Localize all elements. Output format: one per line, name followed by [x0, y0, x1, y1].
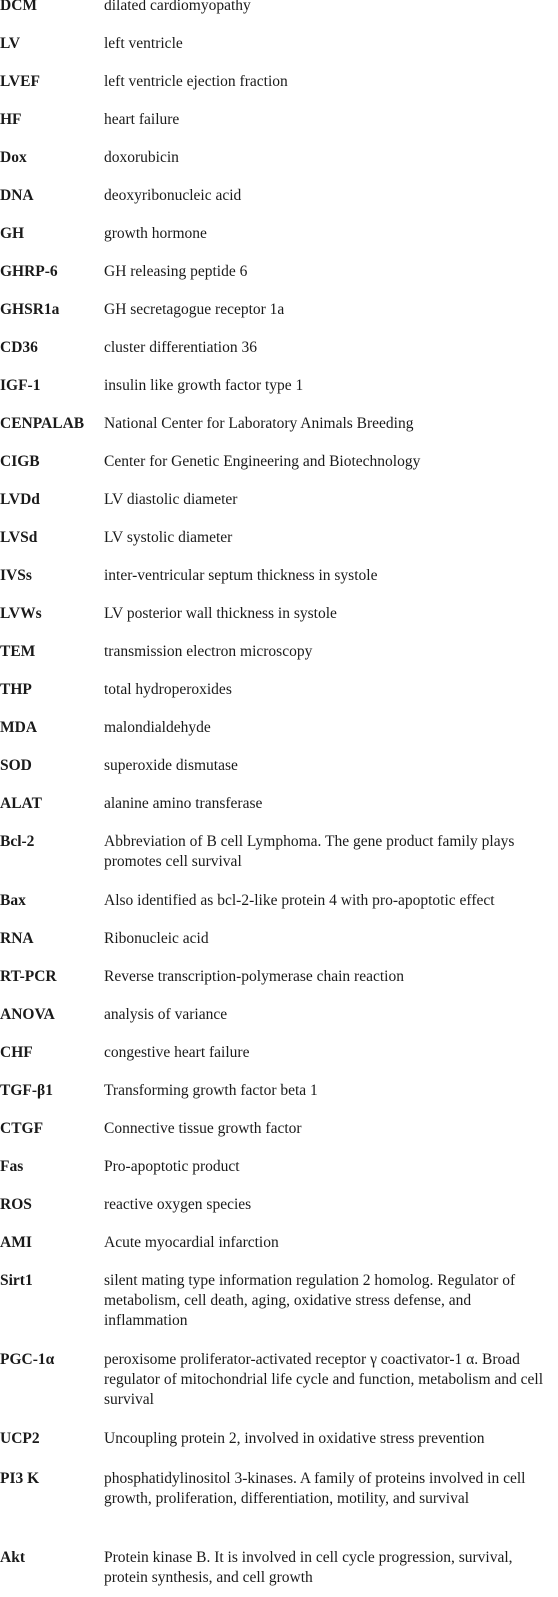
abbreviation-definition: inter-ventricular septum thickness in systole — [104, 567, 378, 584]
abbreviation-row — [0, 300, 552, 320]
abbreviation-row — [0, 224, 552, 244]
abbreviation-row — [0, 1429, 552, 1449]
abbreviation-definition: Also identified as bcl-2-like protein 4 with pro-apoptotic effect — [104, 892, 495, 909]
abbreviation-term: CD36 — [0, 339, 38, 356]
abbreviation-term: MDA — [0, 719, 38, 736]
abbreviation-term: PGC-1α — [0, 1351, 55, 1368]
abbreviation-definition: total hydroperoxides — [104, 681, 232, 698]
abbreviation-definition: transmission electron microscopy — [104, 643, 313, 660]
abbreviation-definition: left ventricle — [104, 35, 183, 52]
abbreviation-row — [0, 642, 552, 662]
abbreviation-definition: Abbreviation of B cell Lymphoma. The gene product family plays promotes cell survival — [104, 833, 515, 870]
abbreviation-row — [0, 929, 552, 949]
abbreviation-definition: Pro-apoptotic product — [104, 1158, 240, 1175]
abbreviation-row — [0, 604, 552, 624]
abbreviation-term: HF — [0, 111, 22, 128]
abbreviation-row — [0, 1005, 552, 1025]
abbreviation-term: Dox — [0, 149, 27, 166]
abbreviation-definition: Uncoupling protein 2, involved in oxidative stress prevention — [104, 1430, 485, 1447]
abbreviation-definition: doxorubicin — [104, 149, 179, 166]
abbreviation-term: ROS — [0, 1196, 32, 1213]
abbreviation-row — [0, 756, 552, 776]
abbreviation-definition: left ventricle ejection fraction — [104, 73, 288, 90]
abbreviation-definition: congestive heart failure — [104, 1044, 250, 1061]
abbreviation-row — [0, 338, 552, 358]
abbreviation-definition: malondialdehyde — [104, 719, 211, 736]
abbreviation-definition: alanine amino transferase — [104, 795, 263, 812]
abbreviation-row — [0, 1548, 552, 1588]
abbreviation-term: IGF-1 — [0, 377, 41, 394]
abbreviation-row — [0, 110, 552, 130]
abbreviation-term: LVEF — [0, 73, 40, 90]
abbreviation-definition: heart failure — [104, 111, 180, 128]
abbreviation-term: CIGB — [0, 453, 40, 470]
abbreviation-term: AMI — [0, 1234, 32, 1251]
abbreviation-definition: Ribonucleic acid — [104, 930, 209, 947]
abbreviation-row — [0, 490, 552, 510]
abbreviation-term: LVSd — [0, 529, 38, 546]
abbreviation-row — [0, 186, 552, 206]
abbreviation-definition: LV systolic diameter — [104, 529, 233, 546]
abbreviation-definition: insulin like growth factor type 1 — [104, 377, 304, 394]
abbreviation-definition: superoxide dismutase — [104, 757, 238, 774]
abbreviation-term: TGF-β1 — [0, 1082, 53, 1099]
abbreviation-term: LVWs — [0, 605, 42, 622]
abbreviation-term: TEM — [0, 643, 36, 660]
abbreviation-row — [0, 1043, 552, 1063]
abbreviation-definition: Center for Genetic Engineering and Biotechnology — [104, 453, 421, 470]
abbreviation-definition: phosphatidylinositol 3-kinases. A family of proteins involved in cell growth, proliferation, differentiation, motility, and survival — [104, 1470, 526, 1507]
abbreviation-term: GHRP-6 — [0, 263, 58, 280]
abbreviation-definition: dilated cardiomyopathy — [104, 0, 251, 14]
abbreviation-row — [0, 1081, 552, 1101]
abbreviation-row — [0, 718, 552, 738]
abbreviation-definition: growth hormone — [104, 225, 207, 242]
abbreviation-term: Bax — [0, 892, 26, 909]
abbreviation-row — [0, 452, 552, 472]
abbreviation-term: Akt — [0, 1549, 25, 1566]
abbreviation-row — [0, 1119, 552, 1139]
abbreviation-definition: Transforming growth factor beta 1 — [104, 1082, 318, 1099]
abbreviation-definition: National Center for Laboratory Animals Breeding — [104, 415, 414, 432]
abbreviation-row — [0, 1271, 552, 1331]
abbreviation-definition: analysis of variance — [104, 1006, 228, 1023]
abbreviation-row — [0, 891, 552, 911]
abbreviation-row — [0, 967, 552, 987]
abbreviation-row — [0, 794, 552, 814]
abbreviation-term: LV — [0, 35, 21, 52]
abbreviation-term: GH — [0, 225, 25, 242]
abbreviation-row — [0, 1157, 552, 1177]
abbreviation-term: CENPALAB — [0, 415, 85, 432]
abbreviation-definition: Acute myocardial infarction — [104, 1234, 279, 1251]
abbreviation-row — [0, 680, 552, 700]
abbreviation-row — [0, 262, 552, 282]
abbreviation-row — [0, 1350, 552, 1410]
abbreviation-term: PI3 K — [0, 1470, 40, 1487]
abbreviation-definition: GH releasing peptide 6 — [104, 263, 248, 280]
abbreviation-row — [0, 1469, 552, 1509]
abbreviation-definition: Reverse transcription-polymerase chain reaction — [104, 968, 404, 985]
abbreviation-definition: LV posterior wall thickness in systole — [104, 605, 337, 622]
abbreviation-term: THP — [0, 681, 32, 698]
abbreviation-term: GHSR1a — [0, 301, 60, 318]
abbreviation-definition: silent mating type information regulation 2 homolog. Regulator of metabolism, cell death, aging, oxidative stress defense, and inflammation — [104, 1272, 516, 1329]
abbreviation-definition: Connective tissue growth factor — [104, 1120, 302, 1137]
abbreviation-term: DNA — [0, 187, 34, 204]
abbreviation-definition: deoxyribonucleic acid — [104, 187, 242, 204]
abbreviation-term: CHF — [0, 1044, 33, 1061]
abbreviation-definition: Protein kinase B. It is involved in cell cycle progression, survival, protein synthesis, and cell growth — [104, 1549, 513, 1586]
abbreviation-row — [0, 72, 552, 92]
abbreviation-term: RNA — [0, 930, 34, 947]
abbreviation-term: Sirt1 — [0, 1272, 33, 1289]
abbreviation-row — [0, 0, 552, 16]
abbreviation-row — [0, 34, 552, 54]
abbreviation-term: Fas — [0, 1158, 24, 1175]
abbreviation-row — [0, 1195, 552, 1215]
abbreviation-row — [0, 566, 552, 586]
abbreviation-row — [0, 414, 552, 434]
abbreviation-definition: LV diastolic diameter — [104, 491, 238, 508]
abbreviation-term: ANOVA — [0, 1006, 55, 1023]
abbreviation-term: UCP2 — [0, 1430, 40, 1447]
abbreviation-term: RT-PCR — [0, 968, 57, 985]
abbreviation-term: SOD — [0, 757, 32, 774]
abbreviation-term: IVSs — [0, 567, 32, 584]
abbreviation-definition: cluster differentiation 36 — [104, 339, 257, 356]
abbreviation-row — [0, 148, 552, 168]
abbreviation-row — [0, 1233, 552, 1253]
abbreviation-term: Bcl-2 — [0, 833, 35, 850]
abbreviation-term: CTGF — [0, 1120, 44, 1137]
abbreviation-definition: GH secretagogue receptor 1a — [104, 301, 285, 318]
abbreviation-row — [0, 832, 552, 872]
abbreviation-row — [0, 528, 552, 548]
abbreviation-term: LVDd — [0, 491, 40, 508]
abbreviation-term: DCM — [0, 0, 38, 14]
abbreviation-definition: reactive oxygen species — [104, 1196, 252, 1213]
abbreviation-term: ALAT — [0, 795, 42, 812]
abbreviation-definition: peroxisome proliferator-activated receptor γ coactivator-1 α. Broad regulator of mitochondrial life cycle and function, metabolism and cell survival — [104, 1351, 544, 1408]
abbreviation-row — [0, 376, 552, 396]
